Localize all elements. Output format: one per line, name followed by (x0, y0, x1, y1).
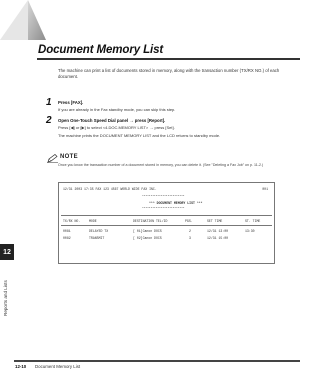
report-cell: 2 (189, 229, 191, 233)
report-title: *** DOCUMENT MEMORY LIST *** (149, 201, 203, 205)
title-rule (37, 58, 300, 60)
report-header-line: 12/31 2003 17:35 FAX 123 4567 WORLD WIDE FAX INC. (63, 187, 157, 191)
report-cell: 3 (189, 236, 191, 240)
report-cell: 0081 (63, 229, 71, 233)
report-cell: TRANSMIT (89, 236, 105, 240)
step-heading: Open One-Touch Speed Dial panel → press [Report]. (58, 118, 166, 123)
report-page-label: 001 (262, 187, 268, 191)
report-rule (61, 215, 272, 216)
report-cell: 13:30 (245, 229, 255, 233)
chapter-tab (0, 244, 14, 260)
page-title-block (37, 44, 297, 56)
step-heading: Press [FAX]. (58, 100, 84, 105)
report-rule (61, 225, 272, 226)
report-cell: DELAYED TX (89, 229, 109, 233)
report-column-header: MODE (89, 219, 97, 223)
report-column-header: TX/RX NO. (63, 219, 81, 223)
step-body-line: The machine prints the DOCUMENT MEMORY LIST and the LCD returns to standby mode. (58, 133, 221, 138)
chapter-label: Reports and Lists (3, 280, 8, 316)
note-text: Once you know the transaction number of a document stored in memory, you can delete it. (See "Deleting a Fax Job" on p. 11-2.) (58, 163, 264, 167)
report-stars-bottom: ************************* (142, 207, 185, 210)
corner-triangle-decoration (0, 0, 46, 40)
footer-rule (14, 360, 300, 362)
note-label: NOTE (60, 154, 78, 160)
report-cell: [ 02]Canon DOCS (133, 236, 162, 240)
step-body-line: If you are already in the Fax standby mode, you can skip this step. (58, 107, 176, 112)
step-number: 2 (46, 115, 52, 126)
intro-paragraph: The machine can print a list of documents stored in memory, along with the transaction number (TX/RX NO.) of each document. (58, 68, 280, 79)
report-stars-top: ************************* (142, 195, 185, 198)
note-pencil-icon (47, 154, 59, 163)
report-cell: 12/31 15:00 (207, 236, 229, 240)
chapter-number: 12 (3, 248, 11, 256)
report-cell: 12/31 13:00 (207, 229, 229, 233)
report-cell: 0082 (63, 236, 71, 240)
report-cell: [ 01]Canon DOCS (133, 229, 162, 233)
report-column-header: DESTINATION TEL/ID (133, 219, 168, 223)
report-column-header: ST. TIME (245, 219, 261, 223)
page-title: Document Memory List (38, 44, 164, 56)
report-column-header: PGS. (185, 219, 193, 223)
step-number: 1 (46, 97, 52, 108)
report-column-header: SET TIME (207, 219, 223, 223)
footer-page-number: 12-10 (15, 364, 27, 369)
step-body-line: Press [◀] or [▶] to select <4.DOC.MEMORY LIST> → press [Set]. (58, 125, 175, 130)
footer-section-title: Document Memory List (35, 364, 81, 369)
document-memory-list-sample (58, 182, 275, 264)
